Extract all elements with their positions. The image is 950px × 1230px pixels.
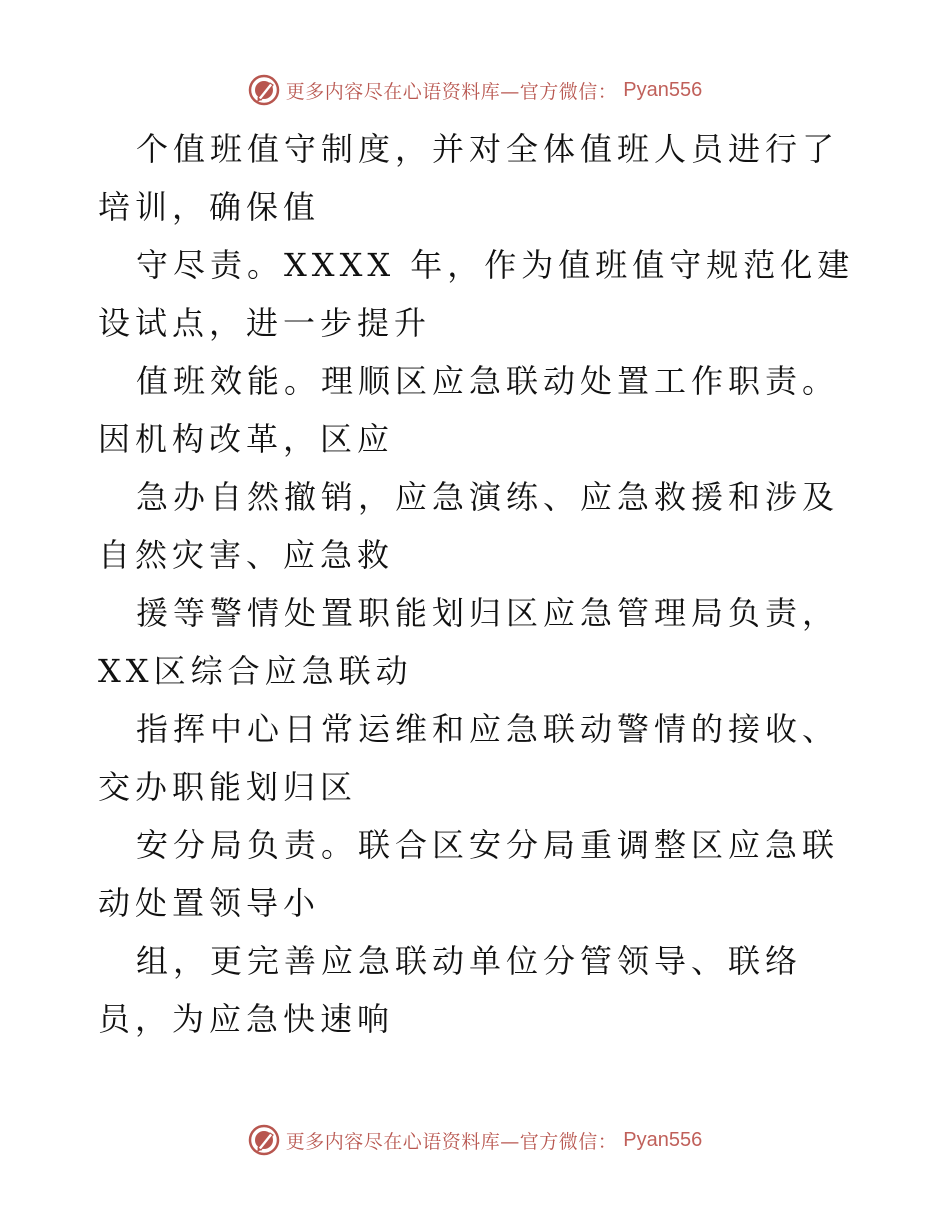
header-banner-text: 更多内容尽在心语资料库—官方微信： [285, 80, 618, 103]
footer-wechat-id: Pyan556 [623, 1128, 703, 1151]
paragraph-line: 职能划归区 [172, 768, 358, 806]
paragraph-line: 值班效能。理顺区应急联动处置工作职责。因机 [98, 362, 840, 458]
paragraph-line: 个值班值守制度，并对全体值班人员进行了培 [98, 130, 840, 226]
footer-banner-text: 更多内容尽在心语资料库—官方微信： [285, 1130, 618, 1153]
paragraph [98, 352, 858, 468]
footer-banner [0, 1120, 950, 1160]
pen-logo-icon [248, 1124, 280, 1156]
paragraph [98, 932, 858, 1048]
paragraph-line: 灾害、应急救 [172, 536, 395, 574]
paragraph [98, 236, 858, 352]
paragraph-line: 守尽责。XXXX 年，作为值班值守规范化建设试 [98, 246, 855, 342]
paragraph [98, 816, 858, 932]
pen-logo-icon [248, 74, 280, 106]
paragraph [98, 700, 858, 816]
header-banner [0, 70, 950, 110]
paragraph-line: 组，更完善应急联动单位分管领导、联络员，为 [98, 942, 803, 1038]
paragraph [98, 120, 858, 236]
paragraph-line: 急办自然撤销，应急演练、应急救援和涉及自然 [98, 478, 840, 574]
paragraph-line: 安分局负责。联合区安分局重调整区应急联动处 [98, 826, 840, 922]
paragraph-line: 应急快速响 [209, 1000, 395, 1038]
paragraph-line: 训，确保值 [135, 188, 321, 226]
paragraph-line: 置领导小 [172, 884, 321, 922]
paragraph [98, 584, 858, 700]
paragraph-line: 构改革，区应 [172, 420, 395, 458]
paragraph-line: 援等警情处置职能划归区应急管理局负责，XX [98, 594, 840, 690]
paragraph-line: 点，进一步提升 [172, 304, 432, 342]
paragraph-line: 指挥中心日常运维和应急联动警情的接收、交办 [98, 710, 840, 806]
header-wechat-id: Pyan556 [623, 78, 703, 101]
paragraph-line: 区综合应急联动 [153, 652, 413, 690]
paragraph [98, 468, 858, 584]
document-body [98, 120, 858, 1048]
